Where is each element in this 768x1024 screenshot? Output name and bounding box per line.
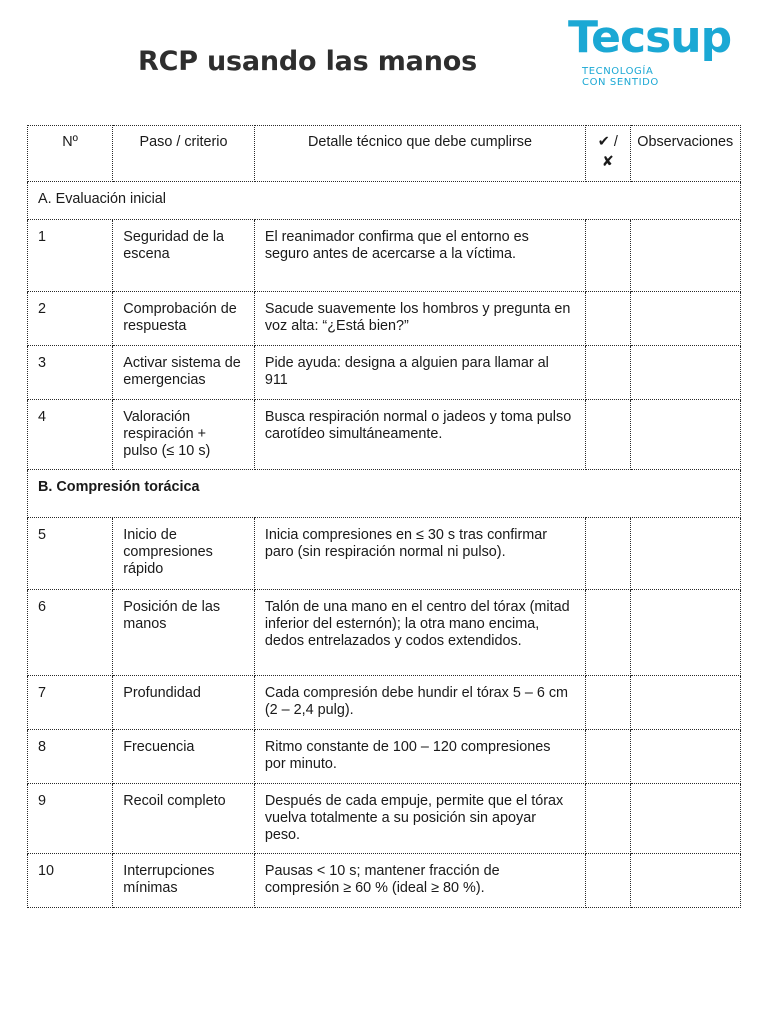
row-number: 1: [28, 220, 113, 292]
row-number: 6: [28, 590, 113, 676]
column-header-number: Nº: [28, 126, 113, 182]
table-row: [28, 730, 741, 784]
row-detalle: Ritmo constante de 100 – 120 compresiones por minuto.: [254, 730, 585, 784]
row-check-cell[interactable]: [586, 292, 630, 346]
row-check-cell[interactable]: [586, 730, 630, 784]
logo-tagline-line-2: CON SENTIDO: [582, 77, 659, 88]
row-observaciones-cell[interactable]: [630, 400, 740, 470]
row-check-cell[interactable]: [586, 400, 630, 470]
row-observaciones-cell[interactable]: [630, 854, 740, 908]
table-row: [28, 854, 741, 908]
logo-tagline-line-1: TECNOLOGÍA: [582, 66, 654, 77]
row-criterio: Posición de las manos: [113, 590, 255, 676]
column-header-criterio: Paso / criterio: [113, 126, 255, 182]
column-header-check: ✔ / ✘: [586, 126, 630, 182]
checklist-table: [27, 125, 741, 908]
row-number: 5: [28, 518, 113, 590]
row-criterio: Frecuencia: [113, 730, 255, 784]
table-row: [28, 220, 741, 292]
row-check-cell[interactable]: [586, 590, 630, 676]
row-criterio: Seguridad de la escena: [113, 220, 255, 292]
row-check-cell[interactable]: [586, 518, 630, 590]
table-row: [28, 590, 741, 676]
table-row: [28, 676, 741, 730]
row-observaciones-cell[interactable]: [630, 590, 740, 676]
row-number: 8: [28, 730, 113, 784]
row-check-cell[interactable]: [586, 220, 630, 292]
section-label: A. Evaluación inicial: [28, 182, 741, 220]
row-number: 7: [28, 676, 113, 730]
table-row: [28, 346, 741, 400]
row-number: 4: [28, 400, 113, 470]
row-check-cell[interactable]: [586, 784, 630, 854]
logo-tagline: [582, 66, 754, 88]
section-row: [28, 182, 741, 220]
row-detalle: Talón de una mano en el centro del tórax (mitad inferior del esternón); la otra mano encima, dedos entrelazados y codos extendidos.: [254, 590, 585, 676]
row-number: 2: [28, 292, 113, 346]
row-detalle: Pide ayuda: designa a alguien para llamar al 911: [254, 346, 585, 400]
section-row: [28, 470, 741, 518]
page-title: RCP usando las manos: [138, 46, 477, 77]
column-header-detalle: Detalle técnico que debe cumplirse: [254, 126, 585, 182]
table-row: [28, 518, 741, 590]
row-number: 10: [28, 854, 113, 908]
row-detalle: Busca respiración normal o jadeos y toma pulso carotídeo simultáneamente.: [254, 400, 585, 470]
row-number: 9: [28, 784, 113, 854]
row-detalle: El reanimador confirma que el entorno es seguro antes de acercarse a la víctima.: [254, 220, 585, 292]
table-body: [28, 182, 741, 908]
row-criterio: Recoil completo: [113, 784, 255, 854]
row-observaciones-cell[interactable]: [630, 346, 740, 400]
table-row: [28, 292, 741, 346]
row-detalle: Pausas < 10 s; mantener fracción de compresión ≥ 60 % (ideal ≥ 80 %).: [254, 854, 585, 908]
row-criterio: Activar sistema de emergencias: [113, 346, 255, 400]
logo-wordmark: Tecsup: [568, 12, 732, 63]
row-check-cell[interactable]: [586, 346, 630, 400]
row-check-cell[interactable]: [586, 676, 630, 730]
column-header-observaciones: Observaciones: [630, 126, 740, 182]
table-row: [28, 784, 741, 854]
row-observaciones-cell[interactable]: [630, 220, 740, 292]
row-criterio: Inicio de compresiones rápido: [113, 518, 255, 590]
row-detalle: Inicia compresiones en ≤ 30 s tras confirmar paro (sin respiración normal ni pulso).: [254, 518, 585, 590]
row-detalle: Después de cada empuje, permite que el tórax vuelva totalmente a su posición sin apoyar peso.: [254, 784, 585, 854]
row-criterio: Valoración respiración + pulso (≤ 10 s): [113, 400, 255, 470]
row-criterio: Interrupciones mínimas: [113, 854, 255, 908]
row-criterio: Comprobación de respuesta: [113, 292, 255, 346]
table-row: [28, 400, 741, 470]
row-detalle: Cada compresión debe hundir el tórax 5 – 6 cm (2 – 2,4 pulg).: [254, 676, 585, 730]
section-label: B. Compresión torácica: [28, 470, 741, 518]
row-observaciones-cell[interactable]: [630, 518, 740, 590]
tecsup-logo: [568, 14, 754, 88]
table-header-row: [28, 126, 741, 182]
row-check-cell[interactable]: [586, 854, 630, 908]
row-observaciones-cell[interactable]: [630, 784, 740, 854]
row-criterio: Profundidad: [113, 676, 255, 730]
row-detalle: Sacude suavemente los hombros y pregunta en voz alta: “¿Está bien?”: [254, 292, 585, 346]
row-observaciones-cell[interactable]: [630, 730, 740, 784]
row-number: 3: [28, 346, 113, 400]
row-observaciones-cell[interactable]: [630, 676, 740, 730]
row-observaciones-cell[interactable]: [630, 292, 740, 346]
